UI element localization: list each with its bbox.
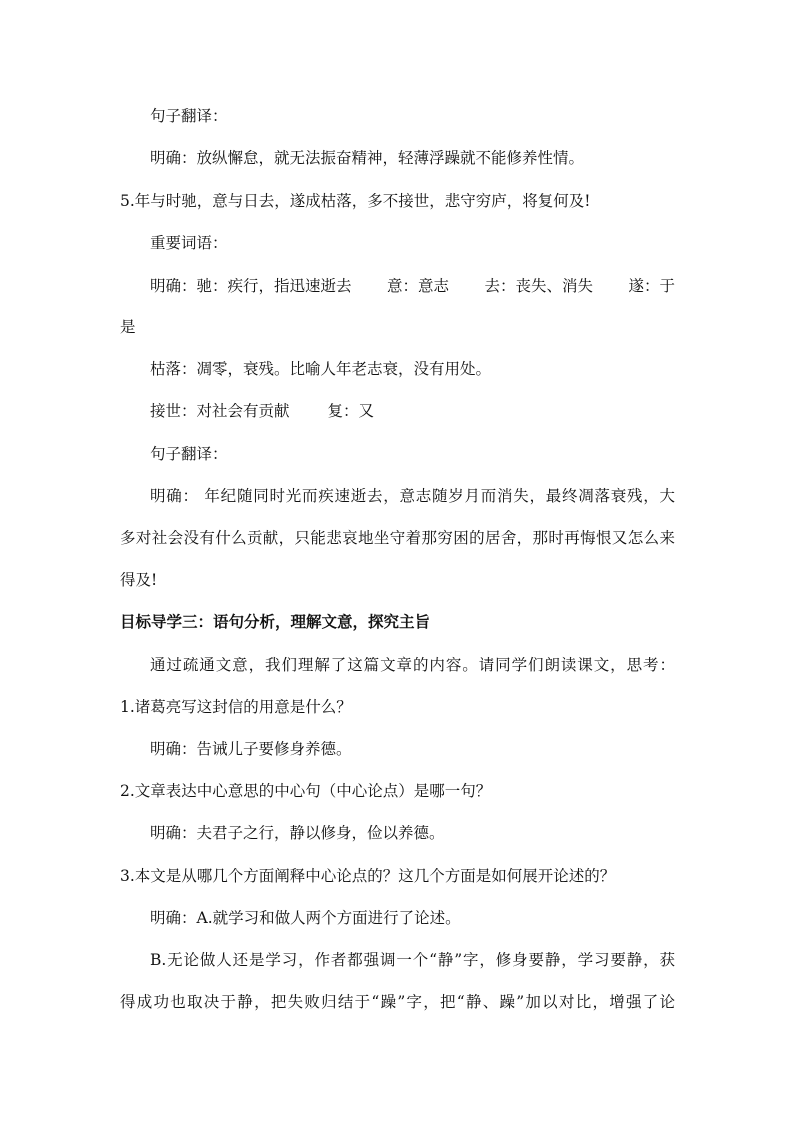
section-heading: 目标导学三：语句分析，理解文意，探究主旨 bbox=[120, 612, 431, 631]
vocab-row bbox=[150, 401, 374, 421]
answer-line: 明确：A.就学习和做人两个方面进行了论述。 bbox=[150, 909, 461, 927]
vocab-item: 遂：于 bbox=[628, 277, 675, 295]
paragraph-line: 得及! bbox=[120, 571, 158, 589]
text-line: 5.年与时驰，意与日去，遂成枯落，多不接世，悲守穷庐，将复何及! bbox=[120, 192, 591, 210]
paragraph-line: 得成功也取决于静，把失败归结于“躁”字，把“静、躁”加以对比，增强了论 bbox=[120, 993, 675, 1011]
vocab-item: 明确：驰：疾行，指迅速逝去 bbox=[150, 277, 352, 295]
text-line: 重要词语： bbox=[150, 234, 228, 252]
text-line: 是 bbox=[120, 318, 136, 336]
text-line: 句子翻译： bbox=[150, 445, 228, 463]
paragraph-line: 多对社会没有什么贡献，只能悲哀地坐守着那穷困的居舍，那时再悔恨又怎么来 bbox=[120, 529, 675, 547]
text-line: 明确：放纵懈怠，就无法振奋精神，轻薄浮躁就不能修养性情。 bbox=[150, 149, 585, 167]
vocab-item: 去：丧失、消失 bbox=[484, 277, 593, 295]
answer-line: 明确：告诫儿子要修身养德。 bbox=[150, 740, 352, 758]
paragraph-first-line: 明确： 年纪随同时光而疾速逝去，意志随岁月而消失，最终凋落衰残，大 bbox=[150, 487, 675, 505]
question-line: 2.文章表达中心意思的中心句（中心论点）是哪一句？ bbox=[120, 782, 492, 800]
vocab-row bbox=[150, 276, 675, 296]
vocab-item: 意：意志 bbox=[386, 277, 449, 295]
vocab-item: 复：又 bbox=[327, 402, 375, 420]
question-line: 1.诸葛亮写这封信的用意是什么？ bbox=[120, 698, 352, 716]
answer-line: 明确：夫君子之行，静以修身，俭以养德。 bbox=[150, 824, 445, 842]
paragraph-first-line: 通过疏通文意，我们理解了这篇文章的内容。请同学们朗读课文，思考： bbox=[150, 656, 675, 674]
vocab-item: 接世：对社会有贡献 bbox=[150, 402, 290, 420]
text-line: 枯落：凋零，衰残。比喻人年老志衰，没有用处。 bbox=[150, 360, 492, 378]
paragraph-first-line: B.无论做人还是学习，作者都强调一个“静”字，修身要静，学习要静，获 bbox=[150, 951, 675, 969]
text-line: 句子翻译： bbox=[150, 107, 228, 125]
question-line: 3.本文是从哪几个方面阐释中心论点的？这几个方面是如何展开论述的？ bbox=[120, 867, 616, 885]
